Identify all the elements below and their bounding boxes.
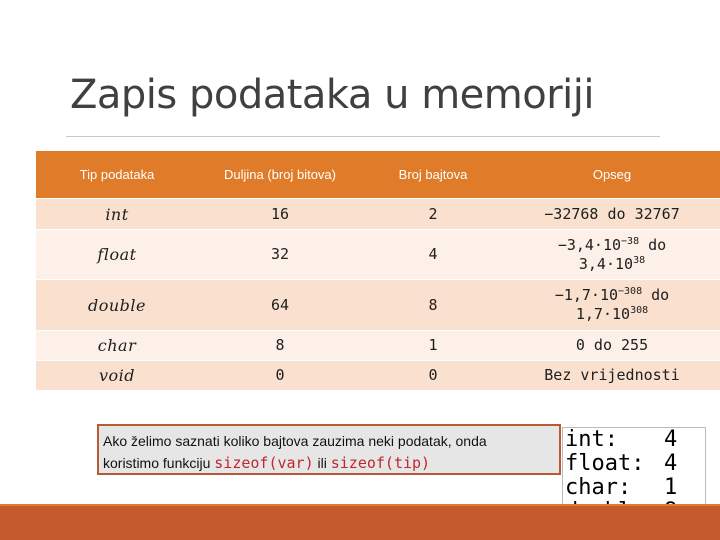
header-type: Tip podataka [36,151,198,198]
cell-type: float [36,230,198,279]
header-bits: Duljina (broj bitova) [198,151,362,198]
footer-accent-bar [0,504,720,540]
table-row [36,199,720,229]
data-types-table [36,151,720,390]
title-divider [66,136,660,137]
cell-type: char [36,331,198,360]
cell-bits: 32 [198,230,362,279]
cell-bytes: 0 [362,361,504,390]
console-label: char: [565,475,632,500]
console-label: float: [565,451,645,476]
cell-bytes: 8 [362,280,504,330]
table-row [36,361,720,390]
cell-bytes: 1 [362,331,504,360]
cell-bits: 0 [198,361,362,390]
cell-range: $-1,7\cdot 10^{-308}$ do $1,7\cdot 10^{308}$ [504,280,720,330]
cell-range: 0 do 255 [504,331,720,360]
console-value: 1 [664,475,678,500]
cell-type: void [36,361,198,390]
cell-range: $-3,4\cdot 10^{-38}$ do $3,4\cdot 10^{38}$ [504,230,720,279]
sizeof-var-code: sizeof(var) [214,454,314,472]
table-row [36,230,720,279]
cell-bytes: 2 [362,199,504,229]
header-bytes: Broj bajtova [362,151,504,198]
table-row [36,280,720,330]
console-value: 4 [664,451,678,476]
note-line-1: Ako želimo saznati koliko bajtova zauzima neki podatak, onda [103,433,487,449]
cell-type: int [36,199,198,229]
header-range: Opseg [504,151,720,198]
cell-bits: 16 [198,199,362,229]
cell-range: −32768 do 32767 [504,199,720,229]
note-line-2: koristimo funkciju sizeof(var) ili sizeof(tip) [103,454,431,472]
sizeof-tip-code: sizeof(tip) [330,454,431,472]
console-label: int: [565,427,618,452]
cell-range: Bez vrijednosti [504,361,720,390]
cell-bits: 8 [198,331,362,360]
table-header-row [36,151,720,198]
cell-bytes: 4 [362,230,504,279]
cell-type: double [36,280,198,330]
sizeof-note-box [97,424,561,475]
table-row [36,331,720,360]
cell-bits: 64 [198,280,362,330]
console-value: 4 [664,427,678,452]
slide-title: Zapis podataka u memoriji [70,72,594,118]
